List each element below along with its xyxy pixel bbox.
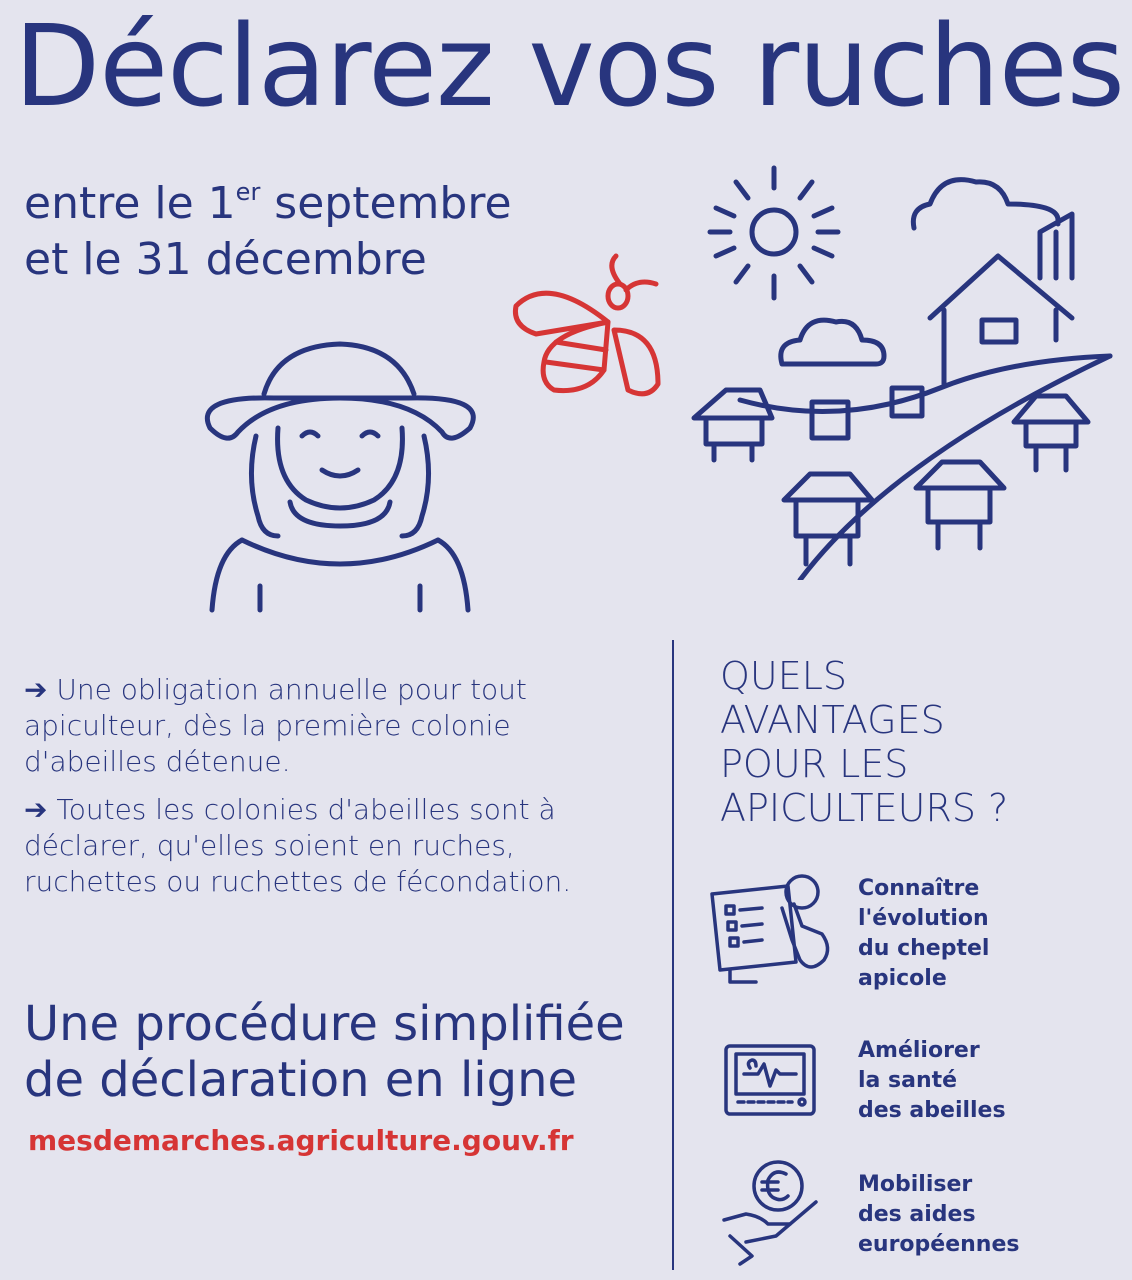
page-title: Déclarez vos ruches — [14, 2, 1124, 132]
date-line1-prefix: entre le 1 — [24, 178, 236, 229]
advantage-item: Mobiliser des aides européennes — [858, 1172, 1020, 1257]
apiary-landscape-illustration — [680, 160, 1120, 580]
euro-hand-icon — [716, 1156, 826, 1266]
advantage-item: Améliorer la santé des abeilles — [858, 1038, 1006, 1123]
bee-icon — [508, 250, 668, 410]
tablet-touch-icon — [706, 870, 836, 990]
arrow-right-icon: ➔ — [24, 673, 48, 706]
advantages-title: QUELS AVANTAGES POUR LES APICULTEURS ? — [720, 654, 1009, 830]
list-item: ➔ Une obligation annuelle pour tout apiculteur, dès la première colonie d'abeilles détenue. — [24, 673, 527, 778]
date-range — [24, 164, 512, 288]
beekeeper-icon — [198, 340, 488, 620]
date-line2: et le 31 décembre — [24, 234, 427, 285]
heart-monitor-icon — [720, 1040, 820, 1120]
advantage-item: Connaître l'évolution du cheptel apicole — [858, 876, 990, 991]
website-link[interactable]: mesdemarches.agriculture.gouv.fr — [28, 1124, 574, 1157]
sun-icon — [710, 168, 838, 298]
date-ordinal: er — [235, 178, 261, 206]
list-item: ➔ Toutes les colonies d'abeilles sont à déclarer, qu'elles soient en ruches, ruchettes ou ruchettes de fécondation. — [24, 793, 572, 898]
vertical-divider — [672, 640, 674, 1270]
hill-icon — [740, 356, 1110, 580]
date-line1-suffix: septembre — [260, 178, 512, 229]
bullet-list — [24, 672, 624, 912]
procedure-heading: Une procédure simplifiée de déclaration en ligne — [24, 996, 625, 1108]
hive-icon — [694, 388, 1088, 564]
arrow-right-icon: ➔ — [24, 793, 48, 826]
